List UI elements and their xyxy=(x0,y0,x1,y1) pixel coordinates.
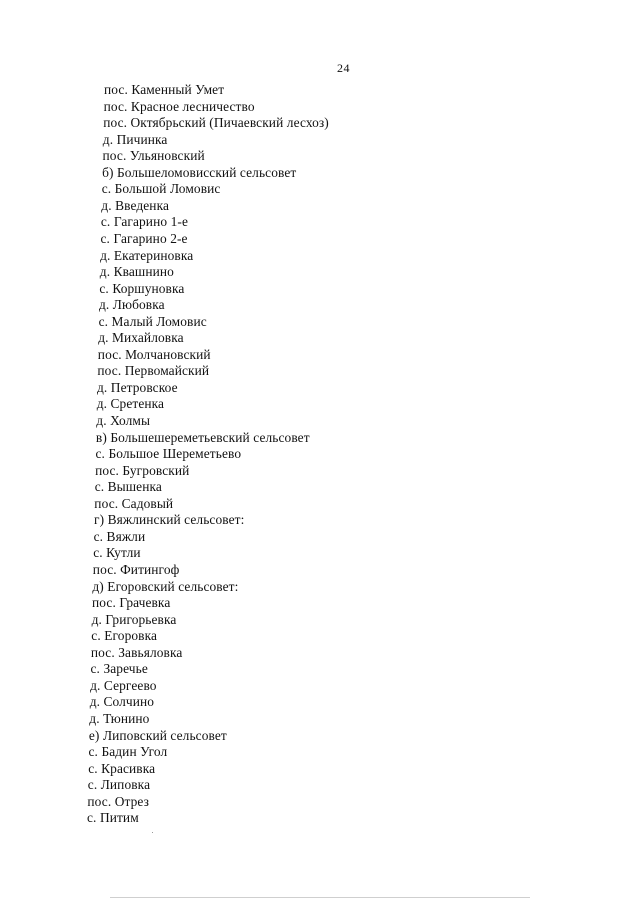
list-item: д. Михайловка xyxy=(98,330,184,346)
list-item: с. Коршуновка xyxy=(99,280,185,296)
list-item: г) Вяжлинский сельсовет: xyxy=(94,512,245,528)
list-item: в) Большешереметьевский сельсовет xyxy=(95,429,310,445)
list-item: с. Красивка xyxy=(88,760,156,776)
list-item: с. Бадин Угол xyxy=(88,744,168,759)
list-item: д. Григорьевка xyxy=(91,611,177,627)
list-item: пос. Каменный Умет xyxy=(104,82,225,97)
list-item: пос. Завьяловка xyxy=(90,644,183,660)
list-item: пос. Октябрьский (Пичаевский лесхоз) xyxy=(103,115,329,131)
list-item: с. Кутли xyxy=(93,545,141,561)
list-item: д. Пичинка xyxy=(102,131,168,147)
list-item: с. Вяжли xyxy=(93,528,146,544)
page-number: 24 xyxy=(337,61,350,75)
list-item: д) Егоровский сельсовет: xyxy=(92,578,239,594)
list-item: пос. Молчановский xyxy=(97,346,211,362)
list-item: д. Сергеево xyxy=(90,677,157,693)
list-item: пос. Ульяновский xyxy=(102,148,205,164)
list-item: с. Заречье xyxy=(90,661,148,677)
list-item: с. Вышенка xyxy=(94,479,162,495)
list-item: б) Большеломовисский сельсовет xyxy=(102,164,297,180)
list-item: д. Холмы xyxy=(96,413,151,428)
list-item: с. Большое Шереметьево xyxy=(95,446,242,462)
list-item: д. Тюнино xyxy=(89,710,150,726)
list-item: пос. Грачевка xyxy=(92,595,171,611)
list-item: с. Егоровка xyxy=(91,628,158,644)
list-item: д. Солчино xyxy=(89,694,155,710)
list-item: д. Введенка xyxy=(101,197,170,213)
list-item: д. Сретенка xyxy=(96,396,165,412)
list-item: пос. Садовый xyxy=(94,495,174,511)
list-item: пос. Красное лесничество xyxy=(103,98,255,114)
scan-speck xyxy=(152,832,153,833)
list-item: е) Липовский сельсовет xyxy=(88,727,227,743)
list-item: с. Гагарино 2-е xyxy=(100,231,188,246)
list-item: пос. Фитингоф xyxy=(92,562,180,577)
list-item: д. Любовка xyxy=(99,297,165,313)
list-item: д. Екатериновка xyxy=(100,247,194,263)
list-item: пос. Бугровский xyxy=(95,462,190,478)
list-item: д. Петровское xyxy=(97,379,178,395)
list-item: пос. Первомайский xyxy=(97,363,210,379)
scan-artifact-bottom xyxy=(110,897,530,898)
list-item: с. Питим xyxy=(87,810,139,826)
list-item: с. Малый Ломовис xyxy=(98,313,207,329)
list-item: с. Липовка xyxy=(87,777,151,793)
list-item: д. Квашнино xyxy=(99,264,174,280)
list-item: пос. Отрез xyxy=(87,793,150,809)
list-item: с. Большой Ломовис xyxy=(101,181,221,197)
list-item: с. Гагарино 1-е xyxy=(100,214,188,230)
